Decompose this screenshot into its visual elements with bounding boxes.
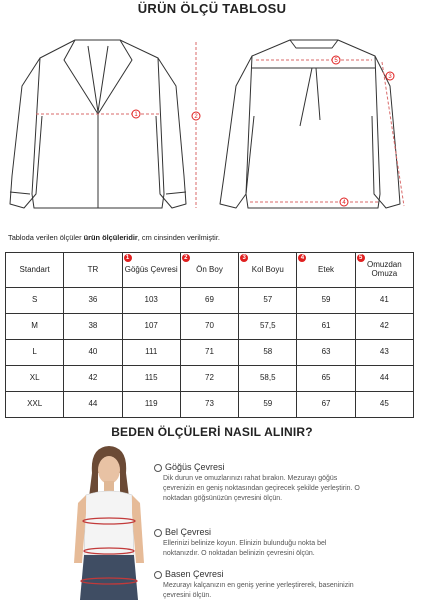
marker-1: 1 (134, 112, 138, 118)
table-cell: 58 (239, 340, 297, 366)
table-cell: 72 (180, 366, 238, 392)
header-cell: 2 Ön Boy (180, 253, 238, 288)
marker-2: 2 (194, 114, 198, 120)
table-cell: XL (6, 366, 64, 392)
table-cell: 44 (355, 366, 413, 392)
table-cell: S (6, 288, 64, 314)
table-cell: 40 (64, 340, 122, 366)
intro-note: Tabloda verilen ölçüler ürün ölçüleridir, cm cinsinden verilmiştir. (8, 233, 220, 242)
measure-hip: Basen Çevresi Mezurayı kalçanızın en geniş yerine yerleştirerek, baseninizin çevresini ölçün. (154, 568, 364, 601)
header-number-badge: 5 (357, 254, 365, 262)
header-cell: Standart (6, 253, 64, 288)
how-to-measure-title: BEDEN ÖLÇÜLERİ NASIL ALINIR? (111, 425, 313, 439)
front-left-sleeve (10, 58, 42, 208)
table-cell: 59 (239, 392, 297, 418)
neck-shape (104, 481, 114, 491)
table-cell: 59 (297, 288, 355, 314)
table-cell: 44 (64, 392, 122, 418)
table-header-row (6, 253, 414, 288)
table-cell: 69 (180, 288, 238, 314)
header-cell: 5 Omuzdan Omuza (355, 253, 413, 288)
header-number-badge: 3 (240, 254, 248, 262)
marker-3: 3 (388, 74, 392, 80)
bullet-icon (154, 529, 162, 537)
front-collar (64, 40, 132, 114)
bullet-icon (154, 571, 162, 579)
back-pleat (300, 68, 320, 126)
table-cell: M (6, 314, 64, 340)
table-cell: 43 (355, 340, 413, 366)
bullet-icon (154, 464, 162, 472)
table-cell: 58,5 (239, 366, 297, 392)
back-shirt-body (246, 40, 380, 208)
measure-waist: Bel Çevresi Ellerinizi belinize koyun. Elinizin bulunduğu nokta bel noktanızdır. O noktadan belinizin çevresini ölçün. (154, 526, 364, 559)
table-cell: 57,5 (239, 314, 297, 340)
header-number-badge: 1 (124, 254, 132, 262)
table-cell: 36 (64, 288, 122, 314)
table-cell: 42 (355, 314, 413, 340)
table-cell: 61 (297, 314, 355, 340)
front-right-sleeve (156, 58, 186, 208)
table-row (6, 392, 414, 418)
table-cell: 70 (180, 314, 238, 340)
table-cell: 111 (122, 340, 180, 366)
garment-sketch (0, 16, 424, 224)
marker-5: 5 (334, 58, 338, 64)
table-cell: 65 (297, 366, 355, 392)
table-cell: 38 (64, 314, 122, 340)
table-cell: 45 (355, 392, 413, 418)
table-row (6, 314, 414, 340)
table-cell: 41 (355, 288, 413, 314)
table-cell: 71 (180, 340, 238, 366)
table-row (6, 366, 414, 392)
header-number-badge: 2 (182, 254, 190, 262)
table-row (6, 340, 414, 366)
size-table (5, 252, 414, 418)
table-row (6, 288, 414, 314)
header-number-badge: 4 (298, 254, 306, 262)
table-cell: 42 (64, 366, 122, 392)
header-cell: 1 Göğüs Çevresi (122, 253, 180, 288)
table-cell: 115 (122, 366, 180, 392)
table-cell: 63 (297, 340, 355, 366)
table-cell: 57 (239, 288, 297, 314)
header-cell: 4 Etek (297, 253, 355, 288)
table-cell: XXL (6, 392, 64, 418)
marker-4: 4 (342, 200, 346, 206)
table-cell: 107 (122, 314, 180, 340)
table-cell: 119 (122, 392, 180, 418)
sleeve-length-line (382, 62, 404, 206)
page-title: ÜRÜN ÖLÇÜ TABLOSU (137, 1, 287, 16)
back-collar (290, 40, 338, 48)
table-cell: L (6, 340, 64, 366)
header-cell: 3 Kol Boyu (239, 253, 297, 288)
table-cell: 67 (297, 392, 355, 418)
header-cell: TR (64, 253, 122, 288)
table-cell: 73 (180, 392, 238, 418)
model-illustration (64, 443, 154, 600)
measure-chest: Göğüs Çevresi Dik durun ve omuzlarınızı rahat bırakın. Mezurayı göğüs çevrenizin en geniş noktasından geçirecek şekilde yerleştirin. O noktadan göğsünüzün çevresini ölçün. (154, 461, 364, 504)
table-cell: 103 (122, 288, 180, 314)
face-shape (98, 456, 120, 484)
